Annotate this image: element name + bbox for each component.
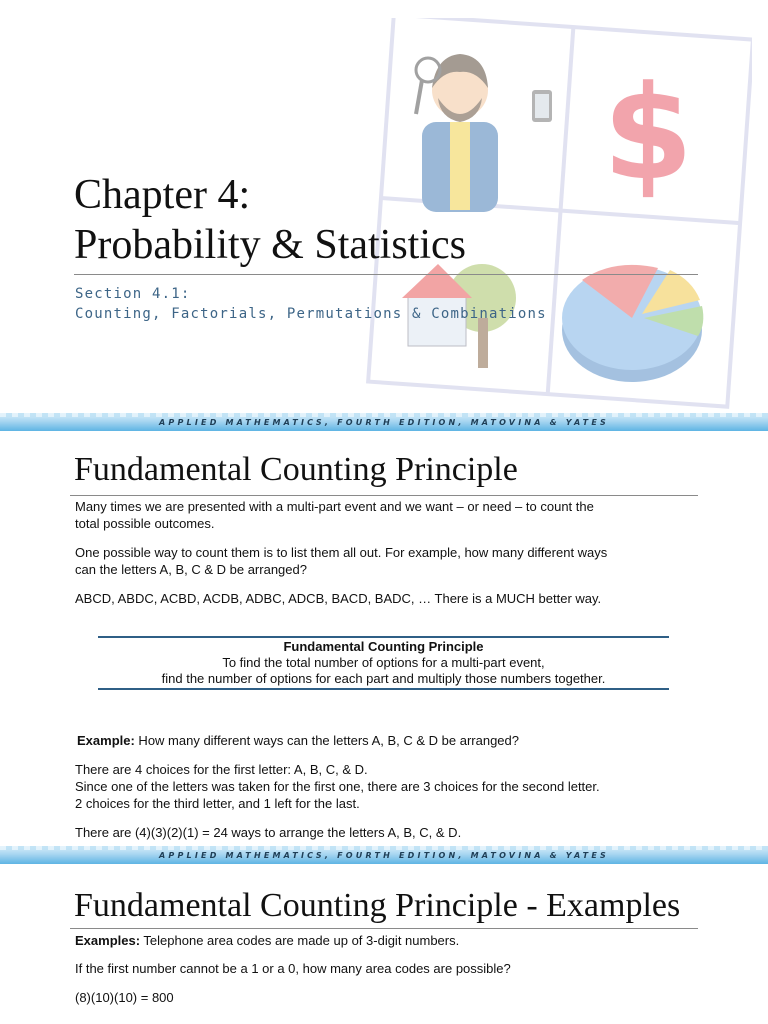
answer-result: There are (4)(3)(2)(1) = 24 ways to arrange the letters A, B, C, & D. [75,825,462,840]
examples-slide [0,864,768,1024]
examples-intro [75,932,700,949]
chapter-illustration [352,18,752,412]
slide-heading: Fundamental Counting Principle - Examples [74,887,681,924]
svg-text:$: $ [602,57,694,209]
title-slide [0,0,768,412]
chapter-title-line1: Chapter 4: [74,172,251,218]
example-question [77,732,702,749]
section-label: Section 4.1: [75,286,191,302]
footer-band [0,846,768,864]
dollar-sign-icon [603,57,693,209]
examples-text: Telephone area codes are made up of 3-digit numbers. [140,933,460,948]
examples-question: If the first number cannot be a 1 or a 0, how many area codes are possible? [75,961,511,976]
pie-chart-icon [562,265,703,382]
answer-line2: Since one of the letters was taken for the first one, there are 3 choices for the second letter. [75,779,600,794]
principle-box [98,636,669,690]
slide-heading: Fundamental Counting Principle [74,451,518,488]
answer-line3: 2 choices for the third letter, and 1 left for the last. [75,796,360,811]
footer-band [0,413,768,431]
heading-divider [70,928,698,929]
example-label: Example: [77,733,135,748]
principle-box-line1: To find the total number of options for a multi-part event, [222,655,545,670]
footer-text: APPLIED MATHEMATICS, FOURTH EDITION, MATOVINA & YATES [159,417,609,427]
principle-box-line2: find the number of options for each part and multiply those numbers together. [161,671,606,686]
intro-line1: Many times we are presented with a multi-part event and we want – or need – to count the [75,499,594,514]
listing-line2: can the letters A, B, C & D be arranged? [75,562,307,577]
footer-text: APPLIED MATHEMATICS, FOURTH EDITION, MATOVINA & YATES [159,850,609,860]
principle-box-title: Fundamental Counting Principle [283,639,484,654]
title-divider [74,274,698,275]
principle-slide [0,432,768,848]
example-text: How many different ways can the letters A, B, C & D be arranged? [134,733,519,748]
examples-label: Examples: [75,933,141,948]
examples-answer: (8)(10)(10) = 800 [75,990,174,1005]
section-title: Counting, Factorials, Permutations & Combinations [75,306,547,322]
answer-line1: There are 4 choices for the first letter: A, B, C, & D. [75,762,368,777]
heading-divider [70,495,698,496]
intro-line2: total possible outcomes. [75,516,215,531]
listing-line1: One possible way to count them is to list them all out. For example, how many different ways [75,545,608,560]
chapter-title-line2: Probability & Statistics [74,222,467,268]
arrangements-list: ABCD, ABDC, ACBD, ACDB, ADBC, ADCB, BACD, BADC, … There is a MUCH better way. [75,591,602,606]
